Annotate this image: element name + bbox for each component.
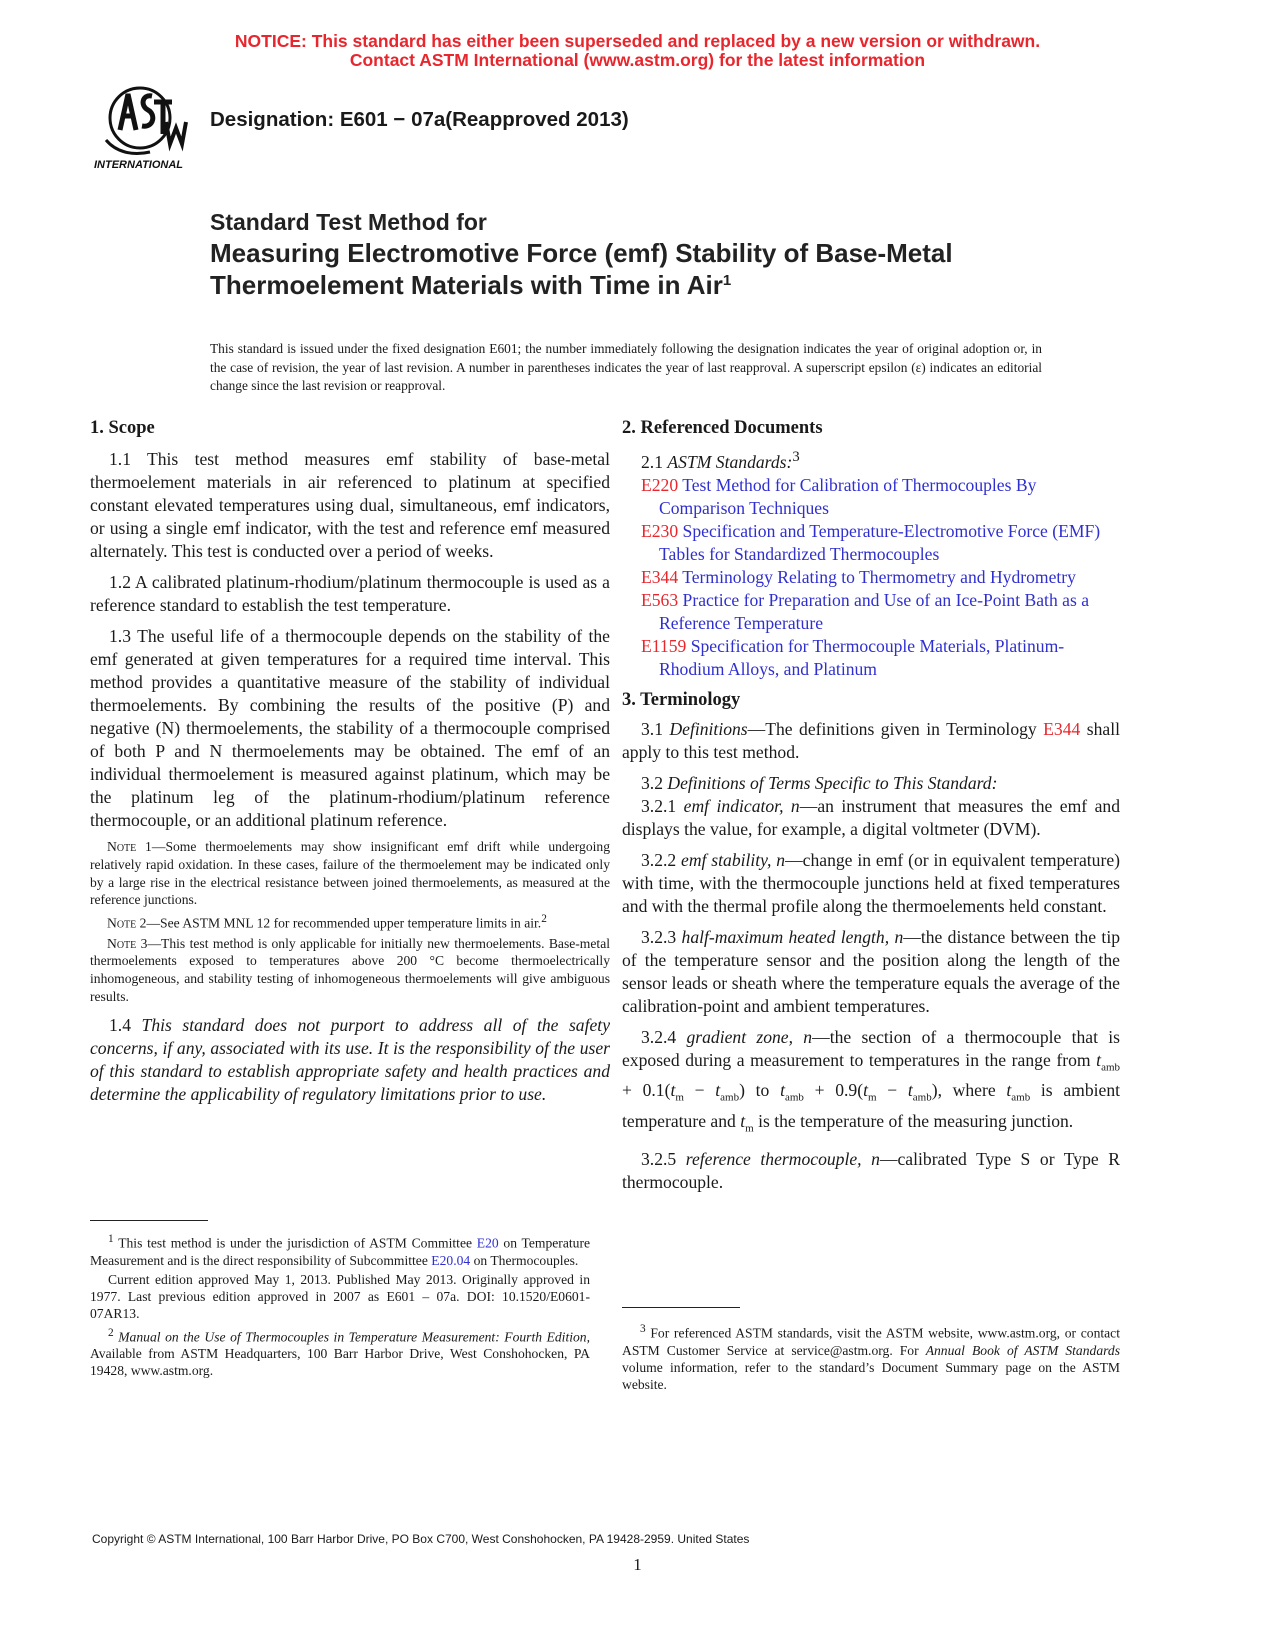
- formula-part: ), where: [931, 1080, 996, 1101]
- definition-3-2-3-num: 3.2.3: [641, 926, 677, 947]
- notice-line-2: Contact ASTM International (www.astm.org) for the latest information: [349, 50, 926, 70]
- reference-item[interactable]: [622, 474, 1120, 520]
- left-column: [90, 417, 610, 1106]
- definition-3-2-4-term: gradient zone, n: [686, 1026, 813, 1047]
- title-line-2: Measuring Electromotive Force (emf) Stability of Base-Metal: [210, 238, 953, 268]
- definition-3-2-3-term: half-maximum heated length, n: [681, 926, 904, 947]
- sub-m: m: [675, 1091, 684, 1104]
- note-2-text: —See ASTM MNL 12 for recommended upper temperature limits in air.: [146, 915, 542, 931]
- subsection-2-1: [622, 446, 1120, 474]
- footnote-divider-right: [622, 1307, 740, 1308]
- note-2-footnote-ref: 2: [541, 913, 547, 926]
- sub-amb: amb: [912, 1091, 932, 1104]
- definition-3-1-tail: shall apply to this test method.: [622, 718, 1120, 762]
- reference-code[interactable]: E1159: [641, 635, 687, 656]
- paragraph-1-4-num: 1.4: [109, 1014, 131, 1035]
- definition-3-1-text: —The definitions given in Terminology: [747, 718, 1037, 739]
- definition-3-2-1-text: —an instrument that measures the emf and displays the value, for example, a digital voltmeter (DVM).: [622, 795, 1121, 839]
- var-t: t: [740, 1110, 746, 1131]
- paragraph-1-2: 1.2 A calibrated platinum-rhodium/platinum thermocouple is used as a reference standard to establish the test temperature.: [90, 572, 610, 615]
- var-t: t: [1006, 1080, 1012, 1101]
- reference-item[interactable]: [622, 635, 1120, 681]
- definition-3-2-4-text: —the section of a thermocouple that is exposed during a measurement to temperatures in the range from: [622, 1026, 1120, 1070]
- sub-amb: amb: [720, 1091, 740, 1104]
- link-e344[interactable]: E344: [1043, 718, 1081, 739]
- footnotes-left: [90, 1231, 590, 1380]
- note-2-label: Note 2: [107, 915, 147, 931]
- definition-3-2-num: 3.2: [641, 772, 663, 793]
- designation: Designation: E601 − 07a(Reapproved 2013): [210, 108, 629, 131]
- formula-part: + 0.1(: [622, 1080, 671, 1101]
- paragraph-1-4: [90, 1014, 610, 1106]
- footnote-3-mark: 3: [640, 1323, 646, 1335]
- footnote-3-text-b: volume information, refer to the standard’s Document Summary page on the ASTM website.: [622, 1359, 1120, 1393]
- subsection-2-1-footnote-ref: 3: [792, 449, 800, 465]
- title-footnote-ref: 1: [722, 272, 732, 289]
- footnote-3-text-a: For referenced ASTM standards, visit the ASTM website, www.astm.org, or contact ASTM Customer Service at service@astm.org. For: [622, 1325, 1120, 1358]
- sub-amb: amb: [784, 1091, 804, 1104]
- definition-3-2-5-text: —calibrated Type S or Type R thermocouple.: [622, 1149, 1120, 1193]
- formula-tail: is ambient temperature and: [622, 1080, 1121, 1131]
- footnote-1-edition: Current edition approved May 1, 2013. Published May 2013. Originally approved in 1977. Last previous edition approved in 2007 as E601 – 07a. DOI: 10.1520/E0601-07AR13.: [90, 1271, 590, 1322]
- definition-3-2-5-term: reference thermocouple, n: [685, 1149, 880, 1170]
- var-t: t: [670, 1080, 676, 1101]
- document-title: [210, 207, 1110, 301]
- issuance-statement: This standard is issued under the fixed designation E601; the number immediately following the designation indicates the year of original adoption or, in the case of revision, the year of last revision. A number in parentheses indicates the year of last reapproval. A superscript epsilon (ε) indicates an editorial change since the last revision or reapproval.: [210, 341, 1042, 393]
- definition-3-2-4: [622, 1026, 1120, 1141]
- definition-3-1: [622, 718, 1120, 764]
- reference-title[interactable]: Specification for Thermocouple Materials, Platinum-Rhodium Alloys, and Platinum: [659, 635, 1065, 679]
- formula-part: ) to: [739, 1080, 770, 1101]
- footnote-1-text-a: This test method is under the jurisdiction of ASTM Committee: [118, 1235, 473, 1251]
- var-t: t: [907, 1080, 913, 1101]
- formula-minus: −: [887, 1080, 898, 1101]
- definition-3-2-3: [622, 926, 1120, 1018]
- definition-3-2-2-term: emf stability, n: [681, 849, 786, 870]
- footnote-2-title: Manual on the Use of Thermocouples in Temperature Measurement: Fourth Edition,: [118, 1329, 591, 1345]
- paragraph-1-4-text: This standard does not purport to address all of the safety concerns, if any, associated with its use. It is the responsibility of the user of this standard to establish appropriate safety and health practices and determine the applicability of regulatory limitations prior to use.: [90, 1014, 611, 1104]
- definition-3-2-1: [622, 795, 1120, 841]
- definition-3-2-1-num: 3.2.1: [641, 795, 677, 816]
- reference-title[interactable]: Test Method for Calibration of Thermocouples By Comparison Techniques: [659, 474, 1037, 518]
- definition-3-2-2: [622, 849, 1120, 918]
- definition-3-2-5-num: 3.2.5: [641, 1149, 677, 1170]
- sub-m: m: [745, 1122, 754, 1135]
- note-2: [90, 911, 610, 932]
- reference-title[interactable]: Terminology Relating to Thermometry and Hydrometry: [682, 566, 1076, 587]
- definition-3-1-term: Definitions: [669, 718, 748, 739]
- formula-part: + 0.9(: [814, 1080, 864, 1101]
- link-e20[interactable]: E20: [476, 1235, 499, 1251]
- definition-3-2-1-term: emf indicator, n: [683, 795, 800, 816]
- definition-3-2-4-num: 3.2.4: [641, 1026, 677, 1047]
- definition-3-1-num: 3.1: [641, 718, 663, 739]
- right-column: [622, 417, 1120, 1194]
- footnotes-right: [622, 1321, 1120, 1393]
- footnote-1-mark: 1: [108, 1233, 114, 1245]
- reference-code[interactable]: E230: [641, 520, 679, 541]
- section-heading-references: 2. Referenced Documents: [622, 418, 823, 438]
- definition-3-2-2-num: 3.2.2: [641, 849, 677, 870]
- reference-title[interactable]: Practice for Preparation and Use of an Ice-Point Bath as a Reference Temperature: [659, 589, 1090, 633]
- notice-line-1: NOTICE: This standard has either been superseded and replaced by a new version or withdrawn.: [234, 31, 1041, 51]
- section-heading-scope: 1. Scope: [90, 418, 155, 438]
- astm-logo: [92, 82, 197, 174]
- page-number: 1: [633, 1555, 642, 1574]
- var-t: t: [715, 1080, 721, 1101]
- sub-amb: amb: [1101, 1061, 1121, 1074]
- var-t: t: [780, 1080, 785, 1101]
- formula-tail: is the temperature of the measuring junction.: [758, 1110, 1074, 1131]
- footnote-2: [90, 1325, 590, 1380]
- title-line-1: Standard Test Method for: [210, 209, 487, 235]
- sub-amb: amb: [1011, 1091, 1031, 1104]
- formula-minus: −: [694, 1080, 705, 1101]
- reference-code[interactable]: E563: [641, 589, 679, 610]
- footnote-3: [622, 1321, 1120, 1393]
- title-line-3: [210, 269, 1110, 301]
- var-t: t: [863, 1080, 868, 1101]
- link-e20-04[interactable]: E20.04: [431, 1252, 471, 1268]
- definition-3-2: [622, 772, 1120, 795]
- section-heading-terminology: 3. Terminology: [622, 689, 741, 710]
- paragraph-1-3: 1.3 The useful life of a thermocouple depends on the stability of the emf generated at given temperatures for a required time interval. This method provides a quantitative measure of the stability of individual thermoelements. By combining the results of the positive (P) and negative (N) thermoelements, the stability of a thermocouple comprised of both P and N thermoelements may be obtained. The emf of an individual thermoelement is measured against platinum, which may be the platinum leg of the platinum-rhodium/platinum reference thermocouple, or an additional platinum reference.: [90, 626, 610, 830]
- footnote-2-mark: 2: [108, 1326, 114, 1339]
- footnote-2-text: Available from ASTM Headquarters, 100 Barr Harbor Drive, West Conshohocken, PA 19428, www.astm.org.: [90, 1346, 590, 1379]
- footnote-1: [90, 1231, 590, 1269]
- sub-m: m: [867, 1091, 877, 1104]
- note-3-text: —This test method is only applicable for initially new thermoelements. Base-metal thermoelements exposed to temperatures above 200 °C become thermoelectrically inhomogeneous, and stability testing of inhomogeneous thermoelements will give ambiguous results.: [90, 935, 611, 1004]
- title-line-3-text: Thermoelement Materials with Time in Air: [210, 270, 723, 300]
- notice-banner: [0, 32, 1275, 70]
- subsection-2-1-num: 2.1: [641, 451, 663, 472]
- note-3: [90, 935, 610, 1006]
- subsection-2-1-label: ASTM Standards:: [667, 451, 793, 472]
- astm-logo-icon: [92, 82, 197, 174]
- note-3-label: Note 3: [107, 935, 148, 951]
- footnote-1-text-c: on Thermocouples.: [473, 1252, 579, 1268]
- reference-code[interactable]: E220: [641, 474, 679, 495]
- reference-item[interactable]: [622, 566, 1120, 589]
- reference-item[interactable]: [622, 589, 1120, 635]
- footnote-divider-left: [90, 1220, 208, 1221]
- var-t: t: [1096, 1049, 1102, 1070]
- copyright-line: Copyright © ASTM International, 100 Barr Harbor Drive, PO Box C700, West Conshohocken, PA 19428-2959. United States: [92, 1532, 750, 1546]
- reference-title[interactable]: Specification and Temperature-Electromotive Force (EMF) Tables for Standardized Thermocouples: [659, 520, 1101, 564]
- logo-text: INTERNATIONAL: [94, 159, 184, 171]
- definition-3-2-3-text: —the distance between the tip of the temperature sensor and the position along the length of the sensor leads or sheath where the temperature equals the average of the calibration-point and ambient temperatures.: [622, 926, 1120, 1016]
- footnote-3-italic: Annual Book of ASTM Standards: [925, 1342, 1120, 1358]
- note-1: [90, 838, 610, 909]
- reference-item[interactable]: [622, 520, 1120, 566]
- footnote-1-text-b: on Temperature Measurement and is the direct responsibility of Subcommittee: [90, 1235, 591, 1268]
- definition-3-2-2-text: —change in emf (or in equivalent temperature) with time, with the thermocouple junctions held at fixed temperatures and with the thermal profile along the thermoelements held constant.: [622, 849, 1120, 916]
- definition-3-2-5: [622, 1148, 1120, 1194]
- paragraph-1-1: 1.1 This test method measures emf stability of base-metal thermoelement materials in air referenced to platinum at specified constant elevated temperatures using dual, simultaneous, emf indicators, or using a single emf indicator, with the test and reference emf measured alternately. This test is conducted over a period of weeks.: [90, 449, 610, 561]
- note-1-text: —Some thermoelements may show insignificant emf drift while undergoing relatively rapid oxidation. In these cases, failure of the thermoelement may be indicated only by a large rise in the electrical resistance between joined thermoelements, as measured at the reference junctions.: [90, 839, 610, 908]
- reference-code[interactable]: E344: [641, 566, 679, 587]
- definition-3-2-term: Definitions of Terms Specific to This Standard:: [667, 772, 998, 793]
- note-1-label: Note 1: [107, 839, 152, 854]
